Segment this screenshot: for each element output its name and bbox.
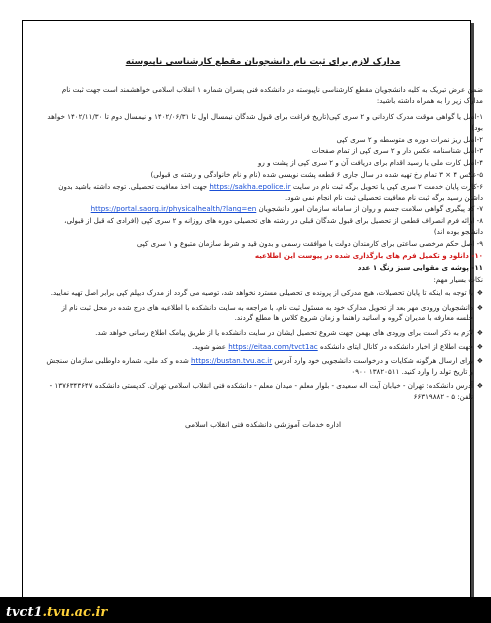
page-title: مدارک لازم برای ثبت نام دانشجویان مقطع کارشناسی ناپیوسته	[125, 57, 401, 67]
note-item: ❖ لازم به ذکر است برای ورودی های بهمن جهت شروع تحصیل ایشان در سایت دانشکده یا از طریق پیامک اطلاع رسانی خواهد شد.	[95, 327, 483, 337]
list-item: ۱-اصل یا گواهی موقت مدرک کاردانی و ۲ سری کپی(تاریخ فراغت برای قبول شدگان نیمسال اول تا ۱۴۰۲/۰۶/۳۱ و نیمسال دوم تا ۱۴۰۲/۱۱/۳۰ خواهد بود)	[47, 112, 483, 132]
note-item: ❖ با توجه به اینکه تا پایان تحصیلات، هیچ مدرکی از پرونده ی تحصیلی مسترد نخواهد شد، توصیه می گردد از مدرک دیپلم کپی برابر اصل تهیه نمایید.	[50, 288, 483, 298]
footer-watermark: tvct1.tvu.ac.ir	[6, 605, 108, 620]
document-frame	[22, 20, 483, 599]
diamond-bullet-icon: ❖	[476, 289, 483, 298]
list-item: ۹- اصل حکم مرخصی ساعتی برای کارمندان دولت یا موافقت رسمی و بدون قید و شرط سازمان متبوع و ۱ سری کپی	[136, 238, 483, 248]
document-body	[43, 45, 483, 430]
list-item: ۳-اصل شناسنامه عکس دار و ۲ سری کپی از تمام صفحات	[311, 146, 483, 156]
list-item: ۷- کد پیگیری گواهی سلامت جسم و روان از سامانه سازمان امور دانشجویان https://portal.saorg.ir/physicalhealth/?lang=en	[90, 204, 483, 214]
notes-list	[43, 288, 483, 402]
notes-heading: نکات بسیار مهم:	[433, 274, 483, 284]
requirements-list	[43, 112, 483, 273]
diamond-bullet-icon: ❖	[476, 382, 483, 391]
diamond-bullet-icon: ❖	[476, 303, 483, 312]
note-item: ❖ آدرس دانشکده: تهران - خیابان آیت اله سعیدی - بلوار معلم - میدان معلم - دانشکده فنی انقلاب اسلامی تهران. کدپستی دانشکده ۱۳۷۶۳۴۳۶۴۷ - تلفن: ۵ - ۶۶۳۱۹۸۸۲	[49, 381, 483, 401]
diamond-bullet-icon: ❖	[476, 342, 483, 351]
sakha-link[interactable]: https://sakha.epolice.ir	[209, 182, 291, 192]
signature: اداره خدمات آموزشی دانشکده فنی انقلاب اسلامی	[184, 419, 342, 429]
note-item: ❖ دانشجویان ورودی مهر بعد از تحویل مدارک خود به مسئول ثبت نام، با مراجعه به سایت دانشکده با اطلاعیه های درج شده در محل ثبت نام از جلسه معارفه با مدیران گروه و اساتید راهنما و زمان شروع کلاس ها مطلع گردند.	[61, 302, 483, 323]
list-item-highlight: ۱۰- دانلود و تکمیل فرم های بارگذاری شده در پیوست این اطلاعیه	[254, 250, 483, 260]
list-item: ۲-اصل ریز نمرات دوره ی متوسطه و ۲ سری کپی	[336, 134, 483, 144]
list-item: ۶-کارت پایان خدمت ۲ سری کپی یا تحویل برگه ثبت نام در سایت https://sakha.epolice.ir جهت اخذ معافیت تحصیلی. توجه داشته باشید بدون داشتن رسید برگه ثبت نام معافیت تحصیلی ثبت نام انجام نمی شود.	[58, 182, 483, 202]
list-item: ۴-اصل کارت ملی یا رسید اقدام برای دریافت آن و ۲ سری کپی از پشت و رو	[257, 158, 483, 168]
footer-bar	[0, 597, 491, 623]
saorg-link[interactable]: https://portal.saorg.ir/physicalhealth/?lang=en	[90, 204, 257, 214]
note-item: ❖ برای ارسال هرگونه شکایات و درخواست دانشجویی خود وارد آدرس https://bustan.tvu.ac.ir شده و کد ملی، شماره داوطلبی سازمان سنجش و تاریخ تولد را وارد کنید. ۱۳۸۲۰۵۱۱ ۰۹۰۰	[46, 356, 483, 376]
diamond-bullet-icon: ❖	[476, 357, 483, 366]
diamond-bullet-icon: ❖	[476, 328, 483, 337]
list-item: ۱۱- پوشه ی مقوایی سبز رنگ ۱ عدد	[357, 262, 483, 272]
eitaa-link[interactable]: https://eitaa.com/tvct1ac	[228, 341, 318, 351]
list-item: ۵-عکس ۴ × ۳ تمام رخ تهیه شده در سال جاری ۶ قطعه پشت نویسی شده (نام و نام خانوادگی و رشته ی قبولی)	[150, 170, 483, 180]
list-item: ۸- ارائه فرم انصراف قطعی از تحصیل برای قبول شدگان قبلی در رشته های تحصیلی دوره های روزانه و ۲ سری کپی (افرادی که قبل از قبولی، دانشجو بوده اند)	[64, 216, 483, 236]
note-item: ❖ جهت اطلاع از اخبار دانشکده در کانال ایتای دانشکده https://eitaa.com/tvct1ac عضو شوید.	[192, 341, 483, 351]
bustan-link[interactable]: https://bustan.tvu.ac.ir	[191, 356, 273, 366]
intro-paragraph: ضمن عرض تبریک به کلیه دانشجویان مقطع کارشناسی ناپیوسته در دانشکده فنی پسران شماره ۱ انقلاب اسلامی خواهشمند است جهت ثبت نام مدارک زیر را به همراه داشته باشید:	[61, 85, 483, 105]
